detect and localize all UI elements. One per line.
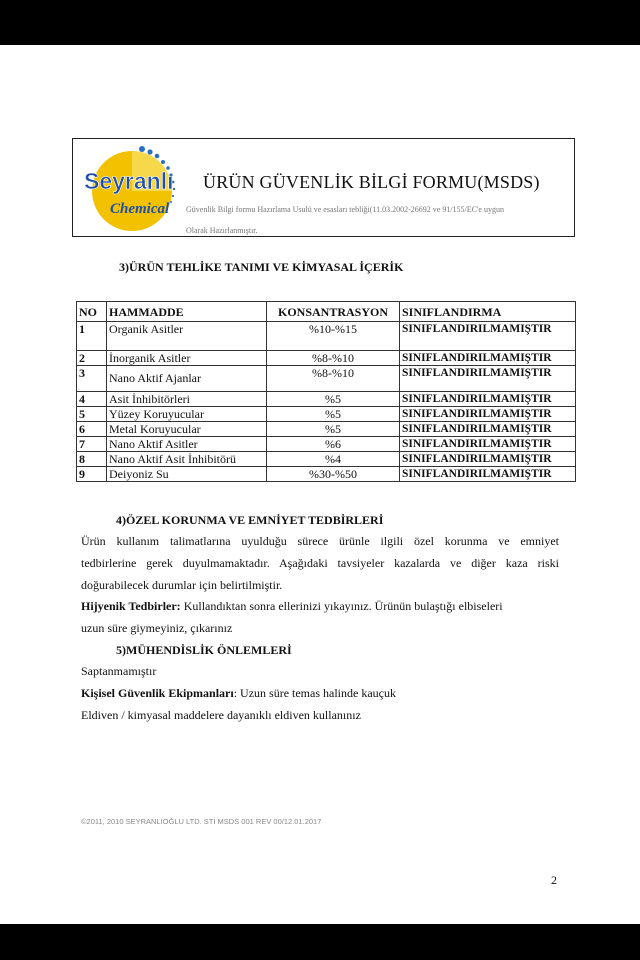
column-header-classification: SINIFLANDIRMA <box>400 302 576 322</box>
bottom-black-bar <box>0 924 640 960</box>
table-row <box>77 392 576 407</box>
row-concentration: %30-%50 <box>267 467 400 482</box>
paragraph-line-3: doğurabilecek durumlar için belirtilmiştir. <box>81 578 283 592</box>
engineering-status: Saptanmamıştır <box>81 664 157 678</box>
row-no: 2 <box>77 351 107 366</box>
hygiene-label: Hijyenik Tedbirler: <box>81 599 181 613</box>
row-no: 8 <box>77 452 107 467</box>
row-material: Nano Aktif Asitler <box>107 437 267 452</box>
row-no: 3 <box>77 366 107 392</box>
row-classification: SINIFLANDIRILMAMIŞTIR <box>400 437 576 452</box>
row-concentration: %8-%10 <box>267 366 400 392</box>
row-classification: SINIFLANDIRILMAMIŞTIR <box>400 407 576 422</box>
hygiene-measures <box>81 599 503 614</box>
hygiene-text: Kullandıktan sonra ellerinizi yıkayınız. Ürünün bulaştığı elbiseleri <box>180 599 503 613</box>
row-classification: SINIFLANDIRILMAMIŞTIR <box>400 422 576 437</box>
row-material: Yüzey Koruyucular <box>107 407 267 422</box>
seyranli-logo <box>80 141 180 233</box>
section-5-heading: 5)MÜHENDİSLİK ÖNLEMLERİ <box>116 643 292 657</box>
row-material: Asit İnhibitörleri <box>107 392 267 407</box>
row-material: Deiyoniz Su <box>107 467 267 482</box>
row-no: 4 <box>77 392 107 407</box>
section-4-paragraph <box>81 530 559 596</box>
ppe-label: Kişisel Güvenlik Ekipmanları <box>81 686 234 700</box>
row-material: İnorganik Asitler <box>107 351 267 366</box>
footer-copyright: ©2011, 2010 SEYRANLIOĞLU LTD. STİ MSDS 001 REV 00/12.01.2017 <box>81 817 322 826</box>
column-header-material: HAMMADDE <box>107 302 267 322</box>
table-row <box>77 407 576 422</box>
row-classification: SINIFLANDIRILMAMIŞTIR <box>400 392 576 407</box>
row-classification: SINIFLANDIRILMAMIŞTIR <box>400 366 576 392</box>
paragraph-line-1: Ürün kullanım talimatlarına uyulduğu sürece ürünle ilgili özel korunma ve emniyet <box>81 534 559 548</box>
ingredients-table <box>76 301 576 482</box>
row-concentration: %5 <box>267 392 400 407</box>
row-no: 1 <box>77 322 107 351</box>
row-concentration: %5 <box>267 407 400 422</box>
row-no: 9 <box>77 467 107 482</box>
table-row <box>77 366 576 392</box>
row-classification: SINIFLANDIRILMAMIŞTIR <box>400 467 576 482</box>
form-title: ÜRÜN GÜVENLİK BİLGİ FORMU(MSDS) <box>203 172 540 192</box>
table-header-row <box>77 302 576 322</box>
section-4-heading: 4)ÖZEL KORUNMA VE EMNİYET TEDBİRLERİ <box>116 513 384 527</box>
row-concentration: %4 <box>267 452 400 467</box>
regulation-note-line2: Olarak Hazırlanmıştır. <box>186 226 258 235</box>
table-row <box>77 422 576 437</box>
section-3-heading: 3)ÜRÜN TEHLİKE TANIMI VE KİMYASAL İÇERİK <box>119 260 404 274</box>
row-no: 5 <box>77 407 107 422</box>
regulation-note-line1: Güvenlik Bilgi formu Hazırlama Usulü ve esasları tebliği(11.03.2002-26692 ve 91/155/EC'e uygun <box>186 205 504 214</box>
ppe-text-line2: Eldiven / kimyasal maddelere dayanıklı eldiven kullanınız <box>81 708 361 722</box>
row-concentration: %5 <box>267 422 400 437</box>
ppe-statement <box>81 686 396 701</box>
row-classification: SINIFLANDIRILMAMIŞTIR <box>400 452 576 467</box>
row-material-cell <box>107 366 267 392</box>
row-material: Nano Aktif Ajanlar <box>109 371 201 385</box>
row-material: Metal Koruyucular <box>107 422 267 437</box>
row-concentration: %6 <box>267 437 400 452</box>
row-material: Nano Aktif Asit İnhibitörü <box>107 452 267 467</box>
row-no: 6 <box>77 422 107 437</box>
logo-subtext: Chemical <box>110 201 170 217</box>
hygiene-text-line2: uzun süre giymeyiniz, çıkarınız <box>81 621 233 635</box>
column-header-concentration: KONSANTRASYON <box>267 302 400 322</box>
table-row <box>77 322 576 351</box>
table-row <box>77 452 576 467</box>
row-concentration: %8-%10 <box>267 351 400 366</box>
row-concentration: %10-%15 <box>267 322 400 351</box>
column-header-no: NO <box>77 302 107 322</box>
logo-wordmark: Seyranlı <box>84 168 174 194</box>
row-material: Organik Asitler <box>107 322 267 351</box>
paragraph-line-2: tedbirlerine gerek duyulmamaktadır. Aşağıdaki tavsiyeler kazalarda ve diğer kaza riski <box>81 556 559 570</box>
row-classification: SINIFLANDIRILMAMIŞTIR <box>400 351 576 366</box>
table-row <box>77 437 576 452</box>
table-row <box>77 467 576 482</box>
row-classification: SINIFLANDIRILMAMIŞTIR <box>400 322 576 351</box>
table-row <box>77 351 576 366</box>
ppe-text: : Uzun süre temas halinde kauçuk <box>233 686 396 700</box>
top-black-bar <box>0 0 640 45</box>
page-number: 2 <box>551 873 557 887</box>
row-no: 7 <box>77 437 107 452</box>
